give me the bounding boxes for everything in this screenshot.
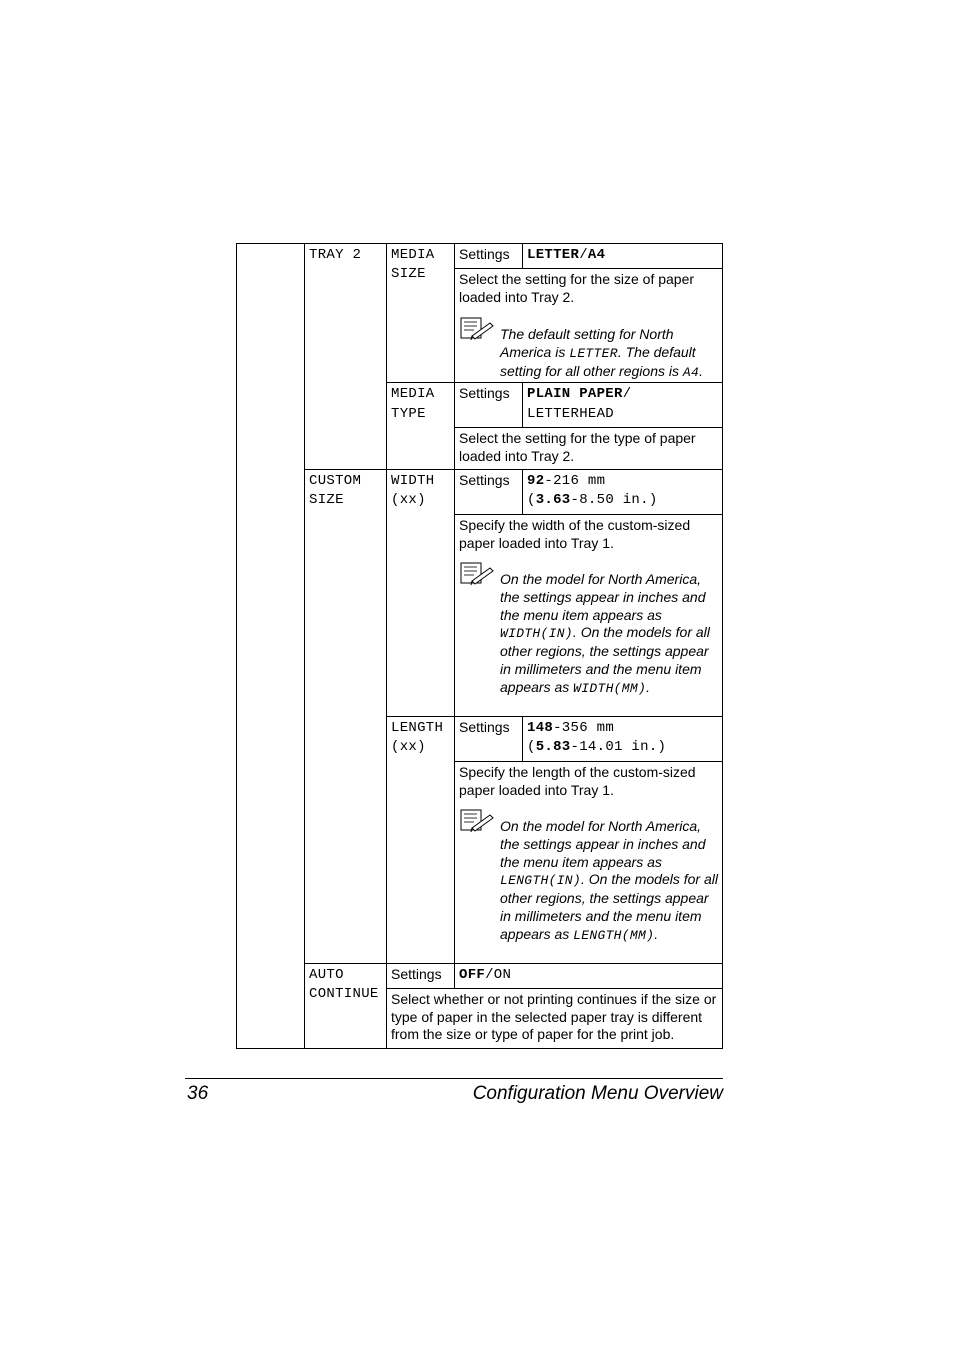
width-label-1: WIDTH	[391, 473, 435, 489]
divider	[386, 988, 723, 989]
divider	[522, 716, 523, 761]
media-type-value-1: PLAIN PAPER/	[527, 386, 632, 402]
section-title: Configuration Menu Overview	[472, 1083, 723, 1104]
divider	[454, 963, 455, 988]
divider	[454, 514, 723, 515]
length-value-in: (5.83-14.01 in.)	[527, 739, 667, 755]
tray2-label: TRAY 2	[309, 247, 362, 263]
divider	[522, 469, 523, 514]
media-type-value-2: LETTERHEAD	[527, 406, 615, 422]
page-number: 36	[187, 1083, 209, 1104]
custom-size-label-1: CUSTOM	[309, 473, 362, 489]
auto-continue-label-2: CONTINUE	[309, 986, 379, 1002]
length-label-1: LENGTH	[391, 720, 444, 736]
media-size-note: The default setting for North America is LETTER. The default setting for all other regions is A4.	[500, 326, 703, 380]
media-type-label-1: MEDIA	[391, 386, 435, 402]
media-size-description: Select the setting for the size of paper loaded into Tray 2.	[459, 271, 695, 305]
divider	[386, 382, 723, 383]
custom-size-label-2: SIZE	[309, 492, 344, 508]
auto-continue-value: OFF/ON	[459, 967, 512, 983]
divider	[304, 963, 723, 964]
width-description: Specify the width of the custom-sized paper loaded into Tray 1.	[459, 517, 691, 551]
auto-continue-description: Select whether or not printing continues if the size or type of paper in the selected paper tray is different from the size or type of paper for the print job.	[391, 991, 717, 1043]
media-size-label-1: MEDIA	[391, 247, 435, 263]
length-label-2: (xx)	[391, 739, 426, 755]
divider	[386, 243, 387, 1049]
settings-label: Settings	[391, 966, 442, 982]
settings-label: Settings	[459, 385, 510, 401]
divider	[386, 716, 723, 717]
length-description: Specify the length of the custom-sized paper loaded into Tray 1.	[459, 764, 696, 798]
note-icon	[460, 317, 494, 341]
divider	[522, 243, 523, 268]
length-value-mm: 148-356 mm	[527, 720, 615, 736]
divider	[454, 243, 455, 988]
width-label-2: (xx)	[391, 492, 426, 508]
note-icon	[460, 809, 494, 833]
media-type-description: Select the setting for the type of paper loaded into Tray 2.	[459, 430, 696, 464]
auto-continue-label-1: AUTO	[309, 967, 344, 983]
footer-rule	[185, 1078, 723, 1079]
width-note: On the model for North America, the settings appear in inches and the menu item appears as WIDTH(IN). On the models for all other regions, the settings appear in millimeters and the menu item appears as WIDTH(MM).	[500, 571, 710, 696]
width-value-mm: 92-216 mm	[527, 473, 606, 489]
divider	[522, 382, 523, 427]
divider	[304, 243, 305, 1049]
media-size-label-2: SIZE	[391, 266, 426, 282]
length-note: On the model for North America, the settings appear in inches and the menu item appears as LENGTH(IN). On the models for all other regions, the settings appear in millimeters and the menu item appears as LENGTH(MM).	[500, 818, 718, 943]
media-size-value: LETTER/A4	[527, 247, 606, 263]
settings-label: Settings	[459, 719, 510, 735]
width-value-in: (3.63-8.50 in.)	[527, 492, 658, 508]
divider	[454, 761, 723, 762]
media-type-label-2: TYPE	[391, 406, 426, 422]
settings-label: Settings	[459, 246, 510, 262]
divider	[454, 427, 723, 428]
note-icon	[460, 562, 494, 586]
divider	[304, 469, 723, 470]
settings-label: Settings	[459, 472, 510, 488]
divider	[454, 268, 723, 269]
